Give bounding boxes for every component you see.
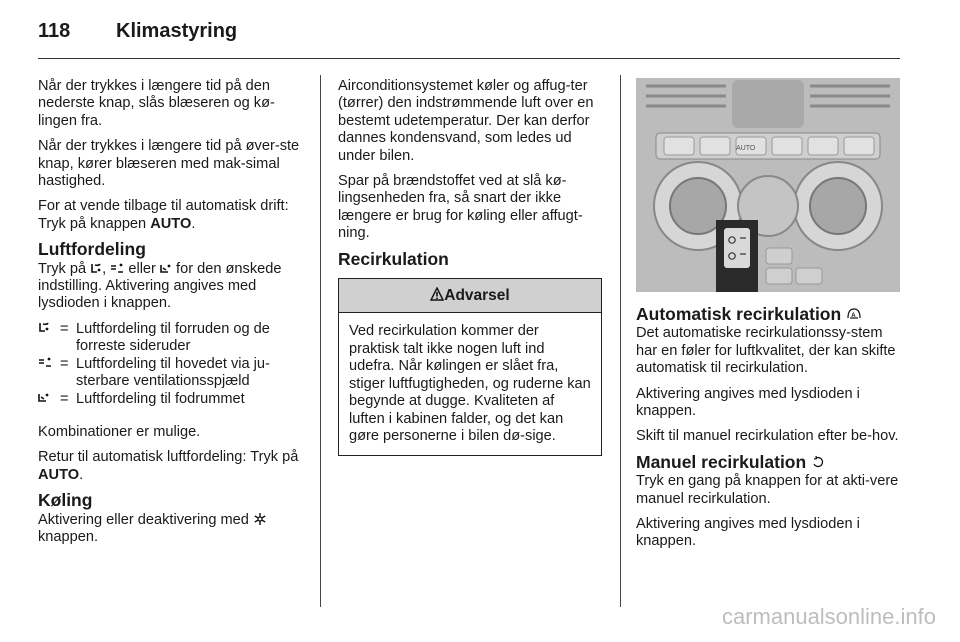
warning-box [338, 278, 602, 456]
photo-button-label: AUTO [736, 145, 756, 152]
warning-header [339, 279, 601, 313]
paragraph: For at vende tilbage til automatisk drift: Tryk på knappen AUTO. [38, 198, 289, 232]
watermark: carmanualsonline.info [721, 604, 936, 629]
column-2 [338, 78, 602, 456]
paragraph: Aktivering eller deaktivering med knappen. [38, 512, 304, 547]
warning-text: Ved recirkulation kommer der praktisk talt ikke nogen luft ind udefra. Når kølingen er slået fra, stiger luftfugtigheden, og ruderne kan begynde at dugge. Kvaliteten af luften i kabinen falder, og det kan gøre personerne i bilen dø-sige. [349, 323, 591, 444]
column-1 [38, 78, 304, 554]
warning-title: Advarsel [444, 287, 510, 305]
windscreen-airflow-icon [38, 321, 50, 333]
page-header [38, 20, 237, 43]
page-number: 118 [38, 20, 71, 42]
definition-row: = Luftfordeling til hovedet via ju-sterbare ventilationsspjæld [38, 356, 304, 391]
paragraph: Tryk på , eller for den ønskede indstilling. Aktivering angives med lysdioden i knappen. [38, 260, 282, 312]
foot-airflow-icon [160, 262, 172, 274]
foot-airflow-icon [38, 391, 50, 403]
paragraph: Aktivering angives med lysdioden i knappen. [636, 385, 860, 420]
page-title: Klimastyring [116, 20, 238, 42]
section-heading-koeling: Køling [38, 490, 93, 511]
svg-text:A: A [851, 313, 856, 319]
windscreen-airflow-icon [90, 262, 102, 274]
paragraph: Kombinationer er mulige. [38, 423, 201, 440]
paragraph: Retur til automatisk luftfordeling: Tryk på AUTO. [38, 449, 299, 483]
column-divider [620, 75, 621, 607]
head-airflow-icon [38, 356, 52, 368]
head-airflow-icon [110, 262, 124, 274]
recirculation-icon [811, 455, 825, 469]
climate-panel-illustration [636, 78, 900, 292]
definition-row: = Luftfordeling til forruden og de forreste sideruder [38, 321, 304, 356]
section-heading-manuel-recirkulation: Manuel recirkulation [636, 454, 900, 471]
paragraph: Når der trykkes i længere tid på den nederste knap, slås blæseren og kø-lingen fra. [38, 78, 275, 129]
paragraph: Det automatiske recirkulationssy-stem har en føler for luftkvalitet, der kan skifte automatisk til recirkulation. [636, 325, 896, 377]
paragraph: Tryk en gang på knappen for at akti-vere manuel recirkulation. [636, 473, 899, 507]
paragraph: Aktivering angives med lysdioden i knappen. [636, 516, 860, 550]
paragraph: Når der trykkes i længere tid på øver-ste knap, kører blæseren med mak-simal hastighed. [38, 138, 300, 190]
paragraph: Spar på brændstoffet ved at slå kø-lingsenheden fra, så snart der ikke længere er brug for køling eller affugt-ning. [338, 173, 583, 242]
warning-triangle-icon [430, 287, 444, 301]
auto-keyword: AUTO [38, 466, 80, 483]
column-3 [636, 78, 900, 559]
auto-keyword: AUTO [150, 215, 192, 232]
definition-row: = Luftfordeling til fodrummet [38, 391, 304, 408]
section-heading-luftfordeling: Luftfordeling [38, 239, 146, 260]
auto-recirculation-icon [846, 307, 862, 321]
section-heading-auto-recirkulation: Automatisk recirkulation A [636, 306, 900, 323]
header-rule [38, 58, 900, 59]
section-heading-recirkulation: Recirkulation [338, 248, 449, 269]
paragraph: Airconditionsystemet køler og affug-ter (tørrer) den indstrømmende luft over en bestemt udetemperatur. Der kan derfor dannes kondensvand, som ledes ud under bilen. [338, 78, 594, 164]
paragraph: Skift til manuel recirkulation efter be-hov. [636, 428, 899, 445]
climate-panel-photo [636, 78, 900, 292]
column-divider [320, 75, 321, 607]
snowflake-icon [253, 512, 267, 526]
